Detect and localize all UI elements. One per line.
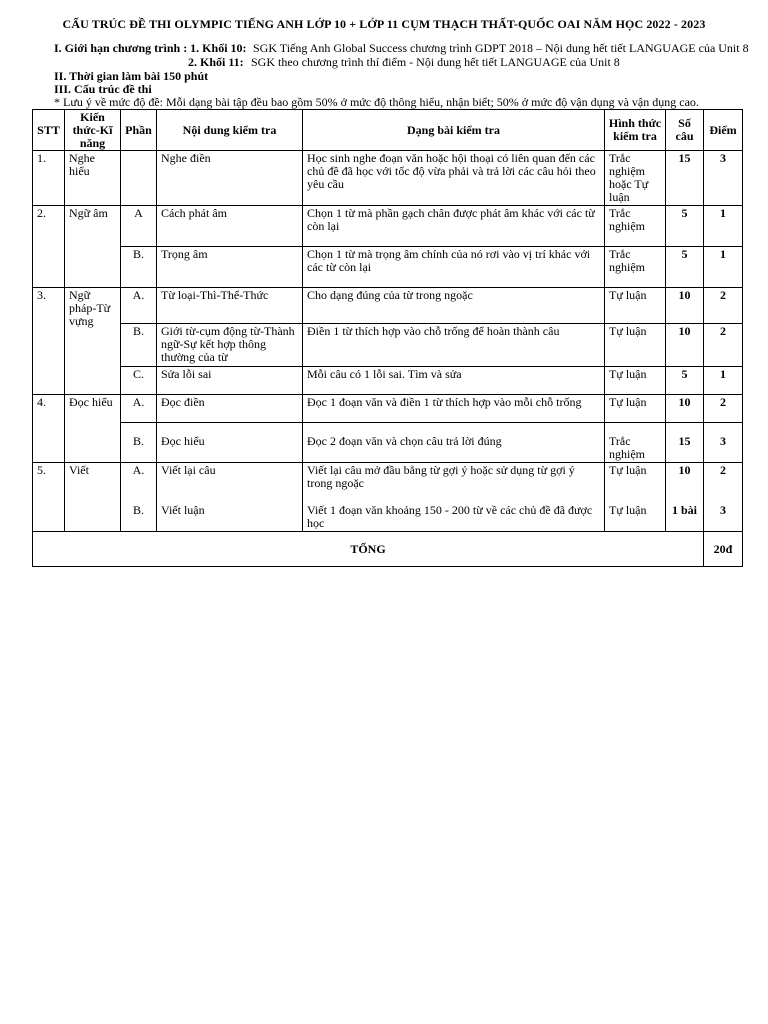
table-row (33, 247, 743, 288)
total-row (33, 532, 743, 567)
row-stt: 4. (33, 395, 65, 463)
row-content: Cách phát âm (157, 206, 303, 247)
row-count: 5 (666, 367, 704, 395)
row-type: Đọc 2 đoạn văn và chọn câu trả lời đúng (303, 423, 605, 463)
row-part: A (121, 206, 157, 247)
row-score: 1 (704, 367, 743, 395)
row-content: Viết lại câu (157, 463, 303, 503)
header-score: Điểm (704, 110, 743, 151)
row-type: Mỗi câu có 1 lỗi sai. Tìm và sửa (303, 367, 605, 395)
header-skill: Kiến thức-Kĩ năng (65, 110, 121, 151)
row-skill: Viết (65, 463, 121, 532)
table-row (33, 423, 743, 463)
row-count: 5 (666, 247, 704, 288)
row-type: Điền 1 từ thích hợp vào chỗ trống để hoàn thành câu (303, 324, 605, 367)
row-score: 2 (704, 395, 743, 423)
header-count: Số câu (666, 110, 704, 151)
row-part: B. (121, 247, 157, 288)
row-score: 3 (704, 503, 743, 532)
table-row (33, 463, 743, 503)
row-form: Trắc nghiệm (605, 206, 666, 247)
row-stt: 1. (33, 151, 65, 206)
row-form: Trắc nghiệm hoặc Tự luận (605, 151, 666, 206)
row-content: Đọc điền (157, 395, 303, 423)
row-score: 1 (704, 247, 743, 288)
row-count: 10 (666, 324, 704, 367)
section2-heading: II. Thời gian làm bài 150 phút (54, 69, 209, 83)
exam-structure-table (32, 109, 743, 567)
document-title: CẤU TRÚC ĐỀ THI OLYMPIC TIẾNG ANH LỚP 10 + LỚP 11 CỤM THẠCH THẤT-QUỐC OAI NĂM HỌC 2022 - 2023 (62, 17, 706, 31)
header-part: Phần (121, 110, 157, 151)
header-type: Dạng bài kiểm tra (303, 110, 605, 151)
table-row (33, 324, 743, 367)
table-row (33, 503, 743, 532)
row-skill: Nghe hiểu (65, 151, 121, 206)
row-score: 3 (704, 151, 743, 206)
row-type: Chọn 1 từ mà trọng âm chính của nó rơi vào vị trí khác với các từ còn lại (303, 247, 605, 288)
row-count: 15 (666, 423, 704, 463)
row-part: B. (121, 503, 157, 532)
row-form: Tự luận (605, 367, 666, 395)
row-skill: Ngữ âm (65, 206, 121, 288)
table-row (33, 367, 743, 395)
row-type: Chọn 1 từ mà phần gạch chân được phát âm khác với các từ còn lại (303, 206, 605, 247)
section1-text2: SGK theo chương trình thí điểm - Nội dung hết tiết LANGUAGE của Unit 8 (251, 55, 620, 69)
row-skill: Đọc hiểu (65, 395, 121, 463)
row-content: Nghe điền (157, 151, 303, 206)
row-stt: 2. (33, 206, 65, 288)
row-content: Từ loại-Thì-Thể-Thức (157, 288, 303, 324)
row-form: Tự luận (605, 288, 666, 324)
table-header-row (33, 110, 743, 151)
row-count: 10 (666, 288, 704, 324)
table-row (33, 395, 743, 423)
header-form: Hình thức kiểm tra (605, 110, 666, 151)
total-label: TỔNG (33, 532, 704, 567)
row-part: A. (121, 395, 157, 423)
row-score: 2 (704, 324, 743, 367)
section1-label2: 2. Khối 11: (188, 55, 244, 69)
table-row (33, 151, 743, 206)
row-part: B. (121, 423, 157, 463)
row-part: A. (121, 463, 157, 503)
row-content: Viết luận (157, 503, 303, 532)
row-content: Đọc hiểu (157, 423, 303, 463)
header-stt: STT (33, 110, 65, 151)
header-content: Nội dung kiểm tra (157, 110, 303, 151)
row-part (121, 151, 157, 206)
row-part: A. (121, 288, 157, 324)
row-form: Tự luận (605, 324, 666, 367)
row-form: Tự luận (605, 395, 666, 423)
row-part: C. (121, 367, 157, 395)
row-type: Viết 1 đoạn văn khoảng 150 - 200 từ về các chủ đề đã được học (303, 503, 605, 532)
row-type: Viết lại câu mở đầu bằng từ gợi ý hoặc sử dụng từ gợi ý trong ngoặc (303, 463, 605, 503)
row-content: Sửa lỗi sai (157, 367, 303, 395)
row-score: 3 (704, 423, 743, 463)
row-score: 2 (704, 288, 743, 324)
row-score: 2 (704, 463, 743, 503)
total-score: 20đ (704, 532, 743, 567)
row-skill: Ngữ pháp-Từ vựng (65, 288, 121, 395)
row-part: B. (121, 324, 157, 367)
difficulty-note: * Lưu ý về mức độ đề: Mỗi dạng bài tập đều bao gồm 50% ở mức độ thông hiểu, nhận biết; 50% ở mức độ vận dụng và vận dụng cao. (54, 95, 699, 109)
row-content: Giới từ-cụm động từ-Thành ngữ-Sự kết hợp thông thường của từ (157, 324, 303, 367)
row-score: 1 (704, 206, 743, 247)
row-count: 10 (666, 395, 704, 423)
row-count: 15 (666, 151, 704, 206)
table-row (33, 206, 743, 247)
table-row (33, 288, 743, 324)
section1-text1: SGK Tiếng Anh Global Success chương trình GDPT 2018 – Nội dung hết tiết LANGUAGE của Unit 8 (253, 41, 749, 55)
row-type: Cho dạng đúng của từ trong ngoặc (303, 288, 605, 324)
section3-heading: III. Cấu trúc đề thi (54, 82, 152, 96)
row-content: Trọng âm (157, 247, 303, 288)
row-type: Học sinh nghe đoạn văn hoặc hội thoại có liên quan đến các chủ đề đã học với tốc độ vừa phải và trả lời các câu hỏi theo yêu cầu (303, 151, 605, 206)
section1-label: I. Giới hạn chương trình : 1. Khối 10: (54, 41, 247, 55)
row-form: Trắc nghiệm (605, 423, 666, 463)
row-count: 1 bài (666, 503, 704, 532)
row-stt: 5. (33, 463, 65, 532)
row-count: 10 (666, 463, 704, 503)
row-type: Đọc 1 đoạn văn và điền 1 từ thích hợp vào mỗi chỗ trống (303, 395, 605, 423)
row-form: Tự luận (605, 463, 666, 503)
row-form: Trắc nghiệm (605, 247, 666, 288)
row-form: Tự luận (605, 503, 666, 532)
row-count: 5 (666, 206, 704, 247)
row-stt: 3. (33, 288, 65, 395)
